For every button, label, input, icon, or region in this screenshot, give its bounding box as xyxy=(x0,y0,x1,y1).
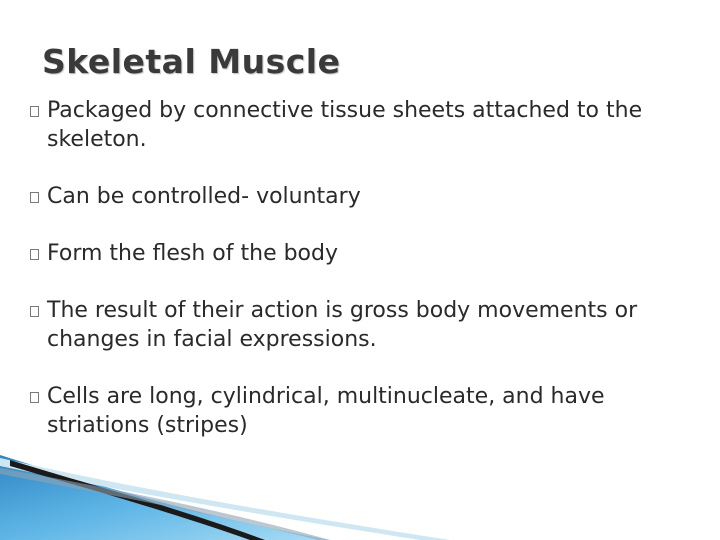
bullet-text: Cells are long, cylindrical, multinucleate, and have striations (stripes) xyxy=(47,384,605,438)
bullet-list xyxy=(30,96,690,468)
dark-swoosh-line xyxy=(10,460,265,540)
square-bullet-icon xyxy=(30,249,39,260)
square-bullet-icon xyxy=(30,306,39,317)
bullet-item xyxy=(30,296,690,354)
bullet-text: Form the flesh of the body xyxy=(47,241,339,266)
light-swoosh-shape xyxy=(0,458,450,540)
bullet-text: The result of their action is gross body movements or changes in facial expressions. xyxy=(47,298,638,352)
bullet-item xyxy=(30,96,690,154)
bullet-item xyxy=(30,382,690,440)
bullet-text: Packaged by connective tissue sheets attached to the skeleton. xyxy=(47,98,643,152)
grey-swoosh-line xyxy=(0,468,330,540)
square-bullet-icon xyxy=(30,106,39,117)
bullet-item xyxy=(30,182,690,211)
slide-title: Skeletal Muscle xyxy=(42,42,341,81)
square-bullet-icon xyxy=(30,192,39,203)
bullet-item xyxy=(30,239,690,268)
bullet-text: Can be controlled- voluntary xyxy=(47,184,361,209)
square-bullet-icon xyxy=(30,392,39,403)
